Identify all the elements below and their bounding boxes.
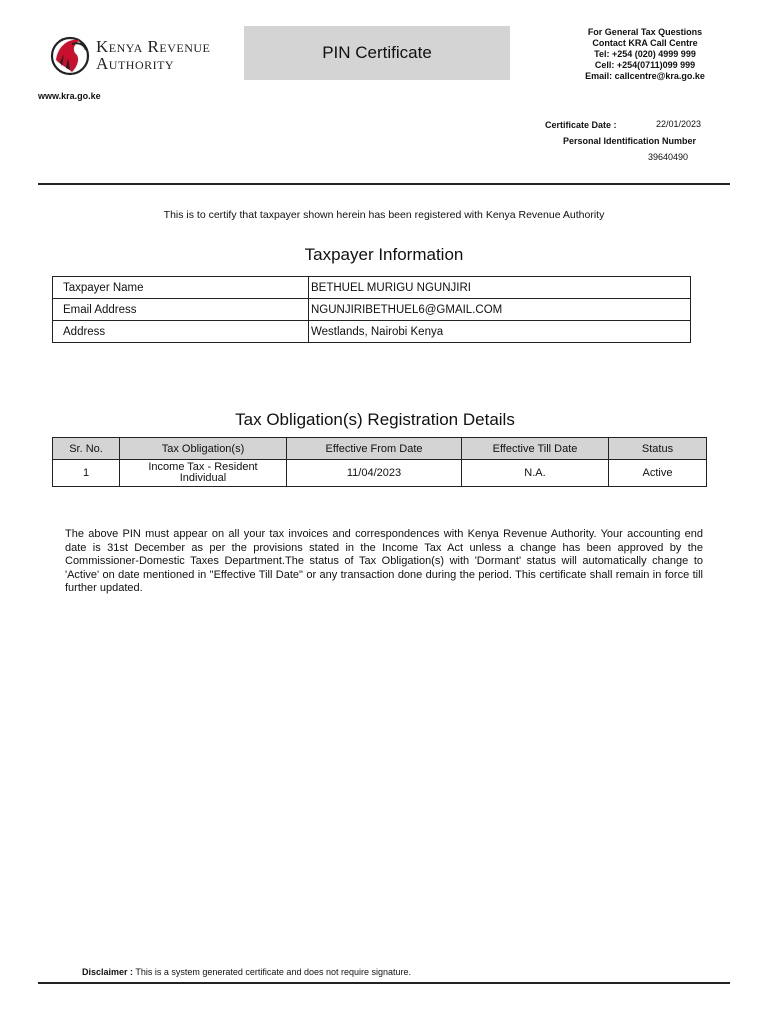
cell-obligation: Income Tax - Resident Individual: [120, 460, 287, 487]
table-row: [53, 299, 691, 321]
table-row: [53, 460, 707, 487]
org-name-line2: Authority: [96, 54, 175, 73]
taxpayer-name-value: BETHUEL MURIGU NGUNJIRI: [309, 277, 691, 299]
address-value: Westlands, Nairobi Kenya: [309, 321, 691, 343]
obligations-table: [52, 437, 707, 487]
email-value: NGUNJIRIBETHUEL6@GMAIL.COM: [309, 299, 691, 321]
org-name-line1: Kenya Revenue: [96, 37, 211, 56]
table-row: [53, 277, 691, 299]
footer-divider: [38, 982, 730, 984]
certificate-date-label: Certificate Date :: [545, 120, 617, 130]
cell-from-date: 11/04/2023: [287, 460, 462, 487]
certify-statement: This is to certify that taxpayer shown herein has been registered with Kenya Revenue Authority: [163, 209, 605, 221]
contact-line: Email: callcentre@kra.go.ke: [585, 71, 705, 81]
pin-usage-note: The above PIN must appear on all your tax invoices and correspondences with Kenya Revenue Authority. Your accounting end date is 31st December as per the provisions stated in the Income Tax Act unless a change has been approved by the Commissioner-Domestic Taxes Department.The status of Tax Obligation(s) with 'Dormant' status will automatically change to 'Active' on date mentioned in "Effective Till Date" or any transaction done during the period. This certificate shall remain in force till further updated.: [65, 528, 703, 594]
cell-sr-no: 1: [53, 460, 120, 487]
disclaimer-label: Disclaimer :: [82, 967, 134, 977]
contact-line: Contact KRA Call Centre: [592, 38, 698, 48]
cell-till-date: N.A.: [462, 460, 609, 487]
email-label: Email Address: [53, 299, 309, 321]
column-header-till-date: Effective Till Date: [462, 438, 609, 460]
pin-value: 39640490: [648, 152, 689, 162]
table-header-row: [53, 438, 707, 460]
contact-block: [570, 27, 720, 82]
disclaimer-text: This is a system generated certificate and does not require signature.: [135, 967, 412, 977]
pin-label: Personal Identification Number: [563, 136, 697, 146]
header-divider: [38, 183, 730, 185]
org-name: [96, 38, 210, 72]
table-row: [53, 321, 691, 343]
contact-line: Cell: +254(0711)099 999: [594, 60, 696, 70]
taxpayer-heading: Taxpayer Information: [304, 245, 464, 264]
column-header-obligation: Tax Obligation(s): [120, 438, 287, 460]
address-label: Address: [53, 321, 309, 343]
document-title: [244, 26, 510, 80]
website-link[interactable]: www.kra.go.ke: [38, 91, 101, 101]
contact-line: Tel: +254 (020) 4999 999: [594, 49, 696, 59]
column-header-sr-no: Sr. No.: [53, 438, 120, 460]
contact-line: For General Tax Questions: [587, 27, 703, 37]
taxpayer-table: [52, 276, 691, 343]
obligations-heading: Tax Obligation(s) Registration Details: [235, 410, 515, 429]
lion-emblem-icon: [50, 32, 94, 78]
certificate-date-value: 22/01/2023: [656, 119, 702, 129]
document-title-text: PIN Certificate: [322, 43, 432, 62]
cell-status: Active: [609, 460, 707, 487]
column-header-status: Status: [609, 438, 707, 460]
column-header-from-date: Effective From Date: [287, 438, 462, 460]
taxpayer-name-label: Taxpayer Name: [53, 277, 309, 299]
disclaimer: [82, 967, 411, 977]
